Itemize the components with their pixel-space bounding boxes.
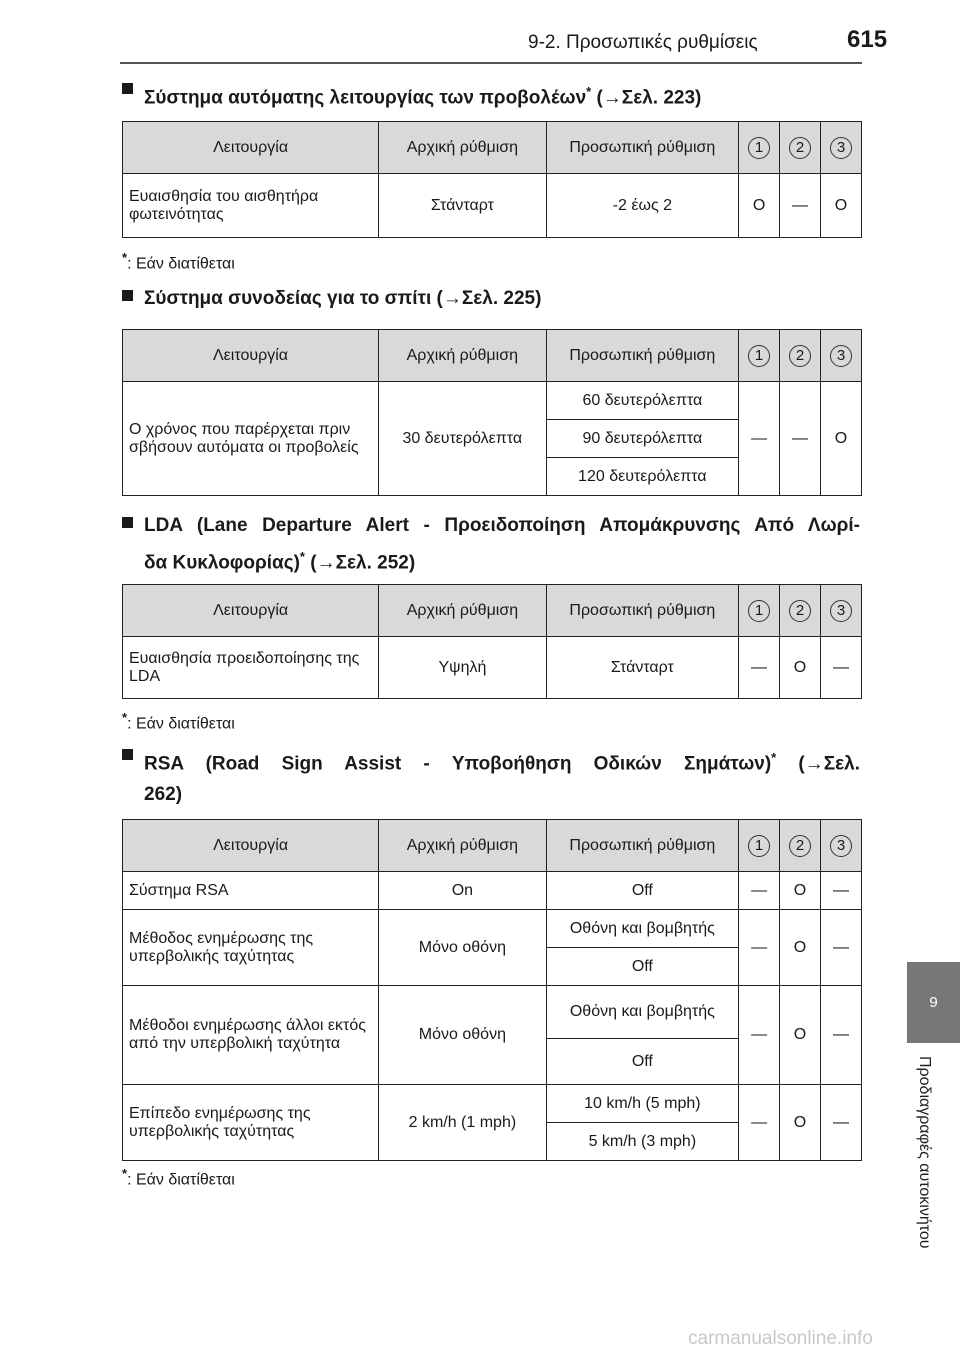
table-home-escort: Λειτουργία Αρχική ρύθμιση Προσωπική ρύθμιση 1 2 3 Ο χρόνος που παρέρχεται πριν σβήσουν αυτόματα οι προβολείς 30 δευτερόλεπτα 60 δευτερόλεπτα — — O 90 δευτερόλεπτα 120 δευτερόλεπτα <box>122 329 862 496</box>
col-header-1: 1 <box>739 122 780 174</box>
chapter-title-vertical: Προδιαγραφές αυτοκινήτου <box>916 1056 933 1249</box>
table-headlights <box>122 121 862 238</box>
header-divider <box>120 62 862 64</box>
square-bullet-icon <box>122 290 133 301</box>
table-row: Σύστημα RSA On Off — O — <box>123 872 862 910</box>
square-bullet-icon <box>122 749 133 760</box>
section-title: 9-2. Προσωπικές ρυθμίσεις <box>528 32 758 53</box>
table-rsa: Λειτουργία Αρχική ρύθμιση Προσωπική ρύθμιση 1 2 3 Σύστημα RSA On Off — O — Μέθοδος ενημέρωσης της υπερβολικής ταχύτητας Μόνο οθόνη Οθόνη και βομβητής — O — Off Μέθοδοι ενημέρωσης άλλοι εκτός από την υπερβολική ταχύτητα Μόνο οθόνη Οθόνη και βομβητής — O — Off Επίπεδο ενημέρωσης της υπερβολικής ταχύτητας 2 km/h (1 mph) 10 km/h (5 mph) — O — 5 km/h (3 mph) <box>122 819 862 1161</box>
section-heading-rsa: RSA (Road Sign Assist - Υποβοήθηση Οδικών Σημάτων)* (→Σελ. 262) <box>122 742 860 810</box>
col-header-default: Αρχική ρύθμιση <box>379 122 546 174</box>
page-number: 615 <box>847 26 888 53</box>
chapter-tab[interactable]: 9 <box>907 962 960 1043</box>
table-row: Ευαισθησία προειδοποίησης της LDA Υψηλή Στάνταρτ — O — <box>123 637 862 699</box>
section-heading-home-escort: Σύστημα συνοδείας για το σπίτι (→Σελ. 225) <box>122 283 541 314</box>
col-header-custom: Προσωπική ρύθμιση <box>546 122 738 174</box>
table-row: Μέθοδος ενημέρωσης της υπερβολικής ταχύτητας Μόνο οθόνη Οθόνη και βομβητής — O — <box>123 910 862 948</box>
footnote: *: Εάν διατίθεται <box>122 250 235 273</box>
col-header-2: 2 <box>780 122 821 174</box>
square-bullet-icon <box>122 83 133 94</box>
table-row: Ευαισθησία του αισθητήρα φωτεινότητας Στάνταρτ -2 έως 2 O — O <box>123 174 862 238</box>
col-header-function: Λειτουργία <box>123 122 379 174</box>
table-row: Μέθοδοι ενημέρωσης άλλοι εκτός από την υπερβολική ταχύτητα Μόνο οθόνη Οθόνη και βομβητής — O — <box>123 986 862 1039</box>
watermark: carmanualsonline.info <box>688 1328 873 1349</box>
section-heading-lda: LDA (Lane Departure Alert - Προειδοποίηση Απομάκρυνσης Από Λωρί- δα Κυκλοφορίας)* (→Σελ. 252) <box>122 510 860 578</box>
table-row: Επίπεδο ενημέρωσης της υπερβολικής ταχύτητας 2 km/h (1 mph) 10 km/h (5 mph) — O — <box>123 1085 862 1123</box>
table-row: Ο χρόνος που παρέρχεται πριν σβήσουν αυτόματα οι προβολείς 30 δευτερόλεπτα 60 δευτερόλεπτα — — O <box>123 382 862 420</box>
footnote: *: Εάν διατίθεται <box>122 1166 235 1189</box>
col-header-3: 3 <box>820 122 861 174</box>
square-bullet-icon <box>122 517 133 528</box>
table-lda: Λειτουργία Αρχική ρύθμιση Προσωπική ρύθμιση 1 2 3 Ευαισθησία προειδοποίησης της LDA Υψηλή Στάνταρτ — O — <box>122 584 862 699</box>
footnote: *: Εάν διατίθεται <box>122 710 235 733</box>
section-heading-headlights: Σύστημα αυτόματης λειτουργίας των προβολέων* (→Σελ. 223) <box>122 76 701 113</box>
